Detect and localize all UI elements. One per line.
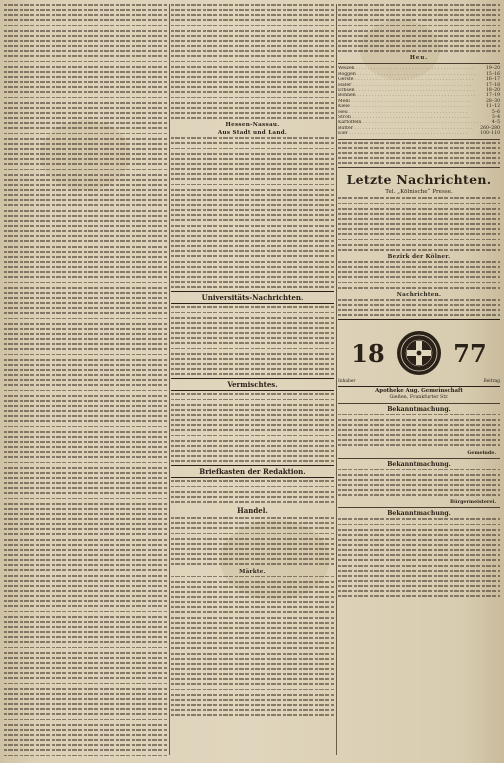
price-row [338,131,500,136]
price-label: Hafer . . . [338,83,484,88]
price-table [338,66,500,136]
price-value: 100–110 [480,131,500,137]
price-value: 3–4 [491,115,500,121]
section-heading-a: Bezirk der Kölner. [387,253,451,260]
column-rule [169,4,170,755]
price-label: Weizen . . . [338,66,484,71]
price-label: Gerste . . . [338,77,484,82]
price-value: 17–19 [486,93,500,99]
price-value: 19–20 [486,66,500,72]
notice-1-signature: Gemeinde. [467,449,496,456]
price-value: 260–280 [480,125,500,131]
ad-caption-right: Beitrag [483,379,500,385]
ad-line-1: Apotheke Aug. Gemeinschaft [375,388,463,395]
section-heading-aus-stadt: Aus Stadt und Land. [217,130,288,137]
headline-letzte-nachrichten: Letzte Nachrichten. [346,172,492,188]
price-label: Kartoffeln . . . [338,120,490,125]
cross-emblem-icon [397,331,441,375]
notice-1 [338,406,500,456]
ad-number-left: 18 [351,338,385,368]
section-heading-hessen: Hessen-Nassau. [225,122,280,129]
notice-1-title: Bekanntmachung. [387,405,451,413]
price-label: Erbsen . . . [338,88,484,93]
notice-2-signature: Bürgermeisterei. [450,499,496,506]
price-label: Butter . . . [338,126,478,131]
section-heading-b: Nachrichten. [396,291,442,298]
advertisement-1877 [338,319,500,387]
column-3 [338,4,500,757]
price-label: Kleie . . . [338,104,484,109]
price-value: 4–5 [491,120,500,126]
price-value: 16–17 [486,77,500,83]
section-heading-universitaet: Universitäts-Nachrichten. [171,291,334,304]
section-heading-handel: Handel. [237,506,268,516]
price-label: Heu . . . [338,110,490,115]
price-value: 5–6 [491,109,500,115]
price-value: 11–12 [486,104,500,110]
price-value: 28–30 [486,98,500,104]
column-rule [336,4,337,755]
section-heading-briefkasten: Briefkasten der Redaktion. [171,465,334,478]
price-label: Eier . . . [338,131,478,136]
price-value: 18–20 [486,88,500,94]
section-heading-maerkte: Märkte. [239,568,266,575]
ad-line-2: Gießen, Frankfurter Str. [389,394,449,400]
price-label: Mehl . . . [338,99,484,104]
column-2 [171,4,334,757]
headline-subhead: Tel. „Kölnische“ Presse. [385,189,453,196]
notice-2-title: Bekanntmachung. [387,460,451,468]
ad-caption-left: Inhaber [338,379,356,385]
notice-3 [338,510,500,597]
price-value: 15–16 [486,71,500,77]
price-label: Stroh . . . [338,115,490,120]
price-table-title: Heu. [409,55,429,62]
notice-3-title: Bekanntmachung. [387,510,451,518]
price-value: 17–18 [486,82,500,88]
ad-number-right: 77 [453,338,487,368]
column-1 [4,4,168,757]
price-label: Bohnen . . . [338,93,484,98]
notice-2 [338,461,500,506]
section-heading-vermischtes: Vermischtes. [171,378,334,391]
price-label: Roggen . . . [338,72,484,77]
